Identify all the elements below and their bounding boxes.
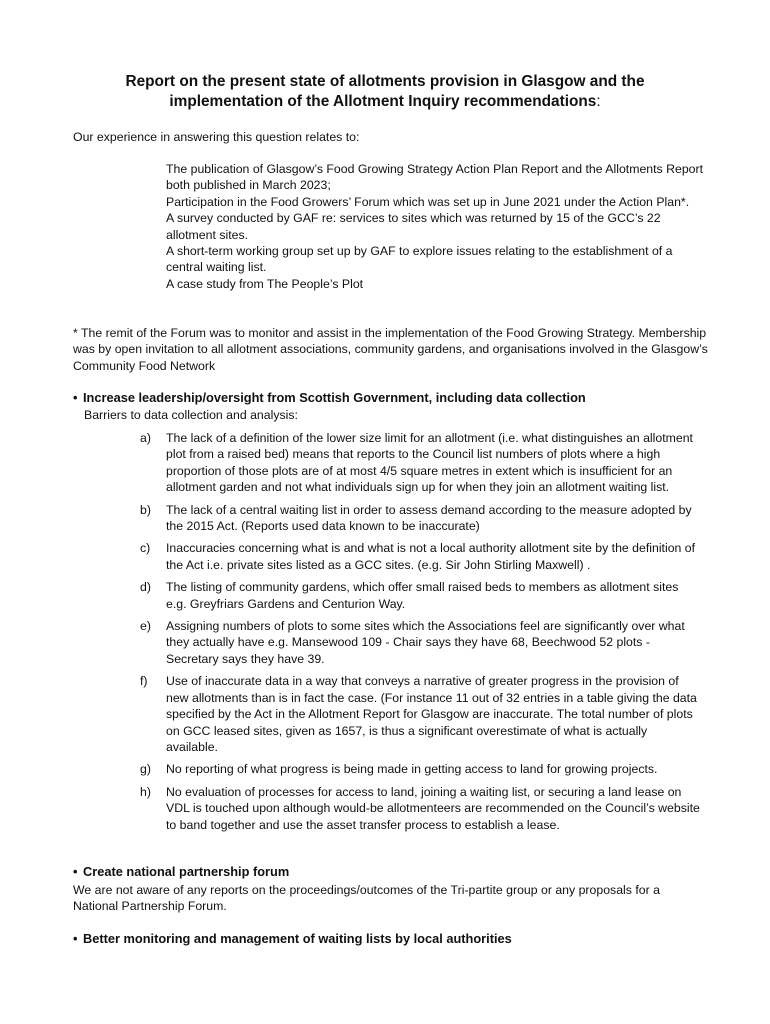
sources-item: Participation in the Food Growers’ Forum which was set up in June 2021 under the Action Plan*.	[166, 194, 690, 209]
list-item	[140, 430, 700, 496]
list-item-text: Assigning numbers of plots to some sites which the Associations feel are significantly over what they actually have e.g. Mansewood 109 - Chair says they have 68, Beechwood 52 plots - Secretary says they have 39.	[166, 619, 685, 666]
report-title-colon: :	[596, 93, 601, 110]
section-heading-leadership-text: Increase leadership/oversight from Scottish Government, including data collection	[83, 390, 586, 405]
list-marker: f)	[140, 674, 148, 689]
section-heading-leadership	[73, 390, 586, 406]
list-item-text: No reporting of what progress is being made in getting access to land for growing projects.	[166, 762, 658, 777]
list-item-text: The listing of community gardens, which offer small raised beds to members as allotment sites e.g. Greyfriars Gardens and Centurion Way.	[166, 580, 679, 611]
list-item	[140, 579, 700, 612]
forum-remit-note: * The remit of the Forum was to monitor and assist in the implementation of the Food Growing Strategy. Membership was by open invitation to all allotment associations, community gardens, and organisations involved in the Glasgow’s Community Food Network	[73, 326, 708, 373]
barriers-subheading: Barriers to data collection and analysis:	[84, 408, 298, 422]
list-item-text: Use of inaccurate data in a way that conveys a narrative of greater progress in the provision of new allotments than is in fact the case. (For instance 11 out of 32 entries in a table giving the data specified by the Act in the Allotment Report for Glasgow are inaccurate. The total number of plots on GCC leased sites, given as 1657, is thus a significant overestimate of what is actually available.	[166, 674, 697, 754]
section-heading-partnership-text: Create national partnership forum	[83, 864, 290, 879]
list-item	[140, 673, 700, 755]
partnership-text: We are not aware of any reports on the proceedings/outcomes of the Tri-partite group or any proposals for a National Partnership Forum.	[73, 883, 660, 914]
report-title-line-1: Report on the present state of allotments provision in Glasgow and the	[125, 73, 645, 90]
report-title-line-2	[80, 92, 690, 112]
list-marker: e)	[140, 619, 151, 634]
barriers-list	[140, 430, 700, 839]
list-item-text: Inaccuracies concerning what is and what is not a local authority allotment site by the definition of the Act i.e. private sites listed as a GCC sites. (e.g. Sir John Stirling Maxwell) .	[166, 541, 696, 572]
list-marker: d)	[140, 580, 151, 595]
bullet-icon: •	[73, 390, 78, 405]
bullet-icon: •	[73, 864, 78, 879]
list-item	[140, 761, 700, 777]
list-item	[140, 784, 700, 833]
list-item-text: The lack of a definition of the lower size limit for an allotment (i.e. what distinguishes an allotment plot from a raised bed) means that reports to the Council list numbers of plots where a high proportion of those plots are of at most 4/5 square metres in extent which is insufficient for an allotment garden and not what individuals sign up for when they join an allotment waiting list.	[166, 431, 693, 495]
list-item-text: No evaluation of processes for access to land, joining a waiting list, or securing a land lease on VDL is touched upon although would-be allotmenteers are recommended on the Council’s website to band together and use the asset transfer process to establish a lease.	[166, 784, 700, 832]
intro-text: Our experience in answering this question relates to:	[73, 130, 360, 144]
list-marker: h)	[140, 784, 151, 799]
list-item	[140, 540, 700, 573]
list-item	[140, 618, 700, 667]
section-heading-waiting-lists-text: Better monitoring and management of waiting lists by local authorities	[83, 931, 512, 946]
sources-item: The publication of Glasgow’s Food Growing Strategy Action Plan Report and the Allotments Report both published in March 2023;	[166, 162, 704, 193]
sources-item: A case study from The People’s Plot	[166, 276, 364, 291]
list-marker: c)	[140, 541, 151, 556]
section-heading-waiting-lists	[73, 931, 512, 947]
list-item-text: The lack of a central waiting list in order to assess demand according to the measure adopted by the 2015 Act. (Reports used data known to be inaccurate)	[166, 502, 692, 534]
sources-list	[166, 161, 706, 292]
list-marker: b)	[140, 502, 151, 517]
list-item	[140, 502, 700, 535]
report-title-line-2-text: implementation of the Allotment Inquiry recommendations	[169, 93, 597, 110]
list-marker: a)	[140, 431, 151, 445]
section-heading-partnership	[73, 864, 289, 880]
bullet-icon: •	[73, 931, 78, 946]
sources-item: A short-term working group set up by GAF to explore issues relating to the establishment of a central waiting list.	[166, 244, 673, 275]
list-marker: g)	[140, 762, 151, 777]
report-title	[80, 72, 690, 112]
sources-item: A survey conducted by GAF re: services to sites which was returned by 15 of the GCC’s 22 allotment sites.	[166, 211, 661, 242]
